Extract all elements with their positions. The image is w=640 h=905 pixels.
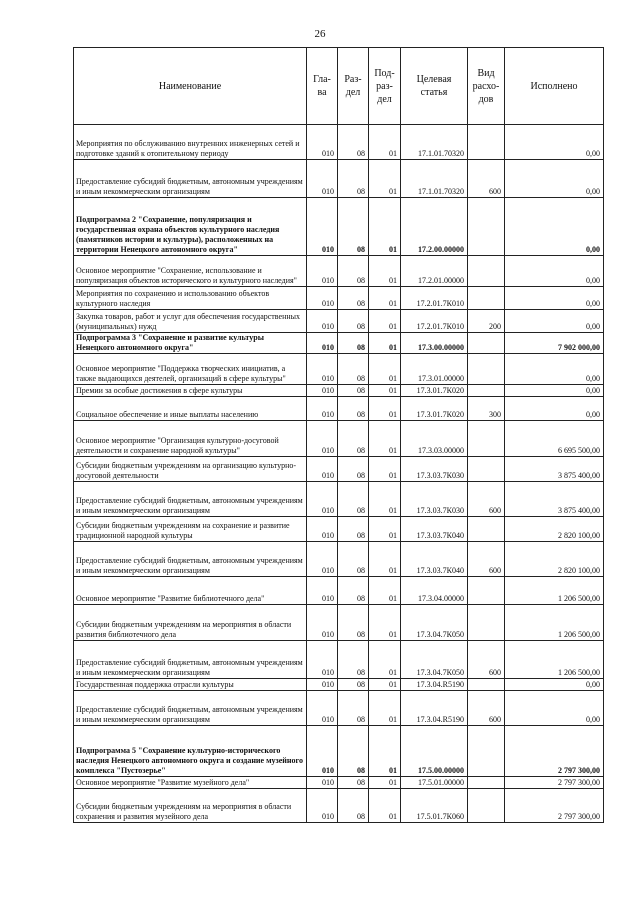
- table-cell-cel-statya: 17.2.01.7К010: [401, 310, 468, 333]
- header-row: [74, 48, 604, 125]
- table-row: [74, 679, 604, 691]
- table-cell-podrazdel: 01: [369, 577, 401, 605]
- table-cell-ispolneno: 0,00: [505, 310, 604, 333]
- table-cell-glava: 010: [307, 287, 338, 310]
- table-cell-vid-rashodov: [468, 287, 505, 310]
- table-row: [74, 198, 604, 256]
- table-row: [74, 577, 604, 605]
- table-cell-cel-statya: 17.5.01.7К060: [401, 789, 468, 823]
- table-cell-cel-statya: 17.3.03.00000: [401, 421, 468, 457]
- table-cell-name: Закупка товаров, работ и услуг для обеспечения государственных (муниципальных) нужд: [74, 310, 307, 333]
- table-cell-ispolneno: 1 206 500,00: [505, 577, 604, 605]
- table-cell-razdel: 08: [338, 777, 369, 789]
- table-cell-podrazdel: 01: [369, 777, 401, 789]
- table-cell-cel-statya: 17.3.01.00000: [401, 354, 468, 385]
- table-cell-name: Подпрограмма 5 "Сохранение культурно-исторического наследия Ненецкого автономного округа и создание музейного комплекса "Пустозерье": [74, 726, 307, 777]
- table-cell-name: Мероприятия по обслуживанию внутренних инженерных сетей и подготовке зданий к отопительному периоду: [74, 125, 307, 160]
- table-cell-cel-statya: 17.3.01.7К020: [401, 397, 468, 421]
- table-cell-vid-rashodov: [468, 333, 505, 354]
- table-cell-vid-rashodov: 600: [468, 542, 505, 577]
- table-cell-glava: 010: [307, 577, 338, 605]
- table-row: [74, 641, 604, 679]
- table-cell-razdel: 08: [338, 333, 369, 354]
- table-cell-glava: 010: [307, 641, 338, 679]
- table-cell-glava: 010: [307, 691, 338, 726]
- table-cell-cel-statya: 17.3.03.7К040: [401, 517, 468, 542]
- table-row: [74, 310, 604, 333]
- table-row: [74, 482, 604, 517]
- table-cell-name: Мероприятия по сохранению и использованию объектов культурного наследия: [74, 287, 307, 310]
- table-cell-podrazdel: 01: [369, 256, 401, 287]
- table-cell-name: Основное мероприятие "Сохранение, использование и популяризация объектов исторического и культурного наследия": [74, 256, 307, 287]
- table-cell-razdel: 08: [338, 789, 369, 823]
- table-cell-podrazdel: 01: [369, 310, 401, 333]
- table-row: [74, 777, 604, 789]
- table-row: [74, 256, 604, 287]
- header-vid-rashodov: Вид расхо-дов: [468, 48, 505, 125]
- table-cell-podrazdel: 01: [369, 160, 401, 198]
- table-cell-name: Основное мероприятие "Поддержка творческих инициатив, а также выдающихся деятелей, организаций в сфере культуры": [74, 354, 307, 385]
- table-cell-podrazdel: 01: [369, 517, 401, 542]
- table-cell-name: Субсидии бюджетным учреждениям на мероприятия в области сохранения и развития музейного дела: [74, 789, 307, 823]
- table-row: [74, 457, 604, 482]
- table-cell-cel-statya: 17.3.04.00000: [401, 577, 468, 605]
- table-cell-vid-rashodov: 600: [468, 160, 505, 198]
- table-cell-glava: 010: [307, 482, 338, 517]
- table-cell-razdel: 08: [338, 517, 369, 542]
- table-cell-podrazdel: 01: [369, 542, 401, 577]
- table-cell-name: Субсидии бюджетным учреждениям на мероприятия в области развития библиотечного дела: [74, 605, 307, 641]
- table-cell-cel-statya: 17.3.04.7К050: [401, 605, 468, 641]
- table-cell-glava: 010: [307, 310, 338, 333]
- table-row: [74, 385, 604, 397]
- table-cell-razdel: 08: [338, 385, 369, 397]
- table-cell-ispolneno: 0,00: [505, 397, 604, 421]
- table-row: [74, 125, 604, 160]
- table-row: [74, 517, 604, 542]
- table-cell-ispolneno: 2 820 100,00: [505, 517, 604, 542]
- table-cell-podrazdel: 01: [369, 641, 401, 679]
- table-row: [74, 333, 604, 354]
- table-cell-glava: 010: [307, 542, 338, 577]
- table-cell-name: Социальное обеспечение и иные выплаты населению: [74, 397, 307, 421]
- table-cell-ispolneno: 0,00: [505, 385, 604, 397]
- table-cell-ispolneno: 0,00: [505, 125, 604, 160]
- table-cell-ispolneno: 1 206 500,00: [505, 641, 604, 679]
- table-cell-glava: 010: [307, 421, 338, 457]
- header-ispolneno: Исполнено: [505, 48, 604, 125]
- header-cel-statya: Целевая статья: [401, 48, 468, 125]
- table-cell-cel-statya: 17.3.04.7К050: [401, 641, 468, 679]
- table-cell-razdel: 08: [338, 421, 369, 457]
- table-cell-name: Предоставление субсидий бюджетным, автономным учреждениям и иным некоммерческим организациям: [74, 542, 307, 577]
- table-cell-podrazdel: 01: [369, 397, 401, 421]
- table-cell-cel-statya: 17.3.03.7К030: [401, 482, 468, 517]
- table-cell-razdel: 08: [338, 542, 369, 577]
- table-cell-cel-statya: 17.2.01.00000: [401, 256, 468, 287]
- table-cell-glava: 010: [307, 726, 338, 777]
- table-cell-glava: 010: [307, 605, 338, 641]
- table-cell-podrazdel: 01: [369, 125, 401, 160]
- table-cell-podrazdel: 01: [369, 385, 401, 397]
- table-cell-cel-statya: 17.3.04.R5190: [401, 679, 468, 691]
- table-cell-ispolneno: 0,00: [505, 256, 604, 287]
- table-cell-cel-statya: 17.3.01.7К020: [401, 385, 468, 397]
- table-cell-razdel: 08: [338, 457, 369, 482]
- table-cell-name: Субсидии бюджетным учреждениям на организацию культурно-досуговой деятельности: [74, 457, 307, 482]
- table-body: [74, 125, 604, 823]
- table-cell-podrazdel: 01: [369, 789, 401, 823]
- table-cell-name: Основное мероприятие "Развитие музейного дела": [74, 777, 307, 789]
- table-cell-glava: 010: [307, 198, 338, 256]
- table-cell-vid-rashodov: [468, 577, 505, 605]
- table-cell-name: Предоставление субсидий бюджетным, автономным учреждениям и иным некоммерческим организациям: [74, 691, 307, 726]
- table-cell-ispolneno: 3 875 400,00: [505, 457, 604, 482]
- table-cell-ispolneno: 0,00: [505, 691, 604, 726]
- table-cell-razdel: 08: [338, 310, 369, 333]
- budget-table: [73, 47, 604, 823]
- table-cell-podrazdel: 01: [369, 354, 401, 385]
- table-cell-vid-rashodov: [468, 605, 505, 641]
- table-cell-podrazdel: 01: [369, 457, 401, 482]
- header-razdel: Раз-дел: [338, 48, 369, 125]
- table-cell-vid-rashodov: 600: [468, 641, 505, 679]
- table-cell-name: Основное мероприятие "Развитие библиотечного дела": [74, 577, 307, 605]
- table-row: [74, 287, 604, 310]
- table-cell-name: Подпрограмма 3 "Сохранение и развитие культуры Ненецкого автономного округа": [74, 333, 307, 354]
- table-cell-glava: 010: [307, 333, 338, 354]
- table-cell-name: Предоставление субсидий бюджетным, автономным учреждениям и иным некоммерческим организациям: [74, 160, 307, 198]
- table-row: [74, 160, 604, 198]
- table-cell-cel-statya: 17.3.03.7К030: [401, 457, 468, 482]
- table-cell-cel-statya: 17.5.01.00000: [401, 777, 468, 789]
- table-cell-razdel: 08: [338, 198, 369, 256]
- table-cell-name: Предоставление субсидий бюджетным, автономным учреждениям и иным некоммерческим организациям: [74, 482, 307, 517]
- table-cell-podrazdel: 01: [369, 605, 401, 641]
- table-cell-vid-rashodov: 600: [468, 482, 505, 517]
- table-cell-cel-statya: 17.2.01.7К010: [401, 287, 468, 310]
- table-cell-ispolneno: 2 797 300,00: [505, 777, 604, 789]
- table-cell-razdel: 08: [338, 397, 369, 421]
- table-cell-glava: 010: [307, 397, 338, 421]
- table-cell-cel-statya: 17.1.01.70320: [401, 125, 468, 160]
- table-cell-razdel: 08: [338, 691, 369, 726]
- table-cell-podrazdel: 01: [369, 333, 401, 354]
- table-row: [74, 605, 604, 641]
- table-cell-name: Предоставление субсидий бюджетным, автономным учреждениям и иным некоммерческим организациям: [74, 641, 307, 679]
- table-cell-cel-statya: 17.3.00.00000: [401, 333, 468, 354]
- table-cell-vid-rashodov: [468, 198, 505, 256]
- table-cell-cel-statya: 17.5.00.00000: [401, 726, 468, 777]
- table-cell-glava: 010: [307, 679, 338, 691]
- table-cell-razdel: 08: [338, 577, 369, 605]
- table-cell-name: Подпрограмма 2 "Сохранение, популяризация и государственная охрана объектов культурного наследия (памятников истории и культуры), расположенных на территории Ненецкого автономного округа": [74, 198, 307, 256]
- table-cell-vid-rashodov: [468, 354, 505, 385]
- table-cell-ispolneno: 7 902 000,00: [505, 333, 604, 354]
- table-cell-razdel: 08: [338, 125, 369, 160]
- table-cell-vid-rashodov: [468, 789, 505, 823]
- table-cell-glava: 010: [307, 354, 338, 385]
- table-cell-name: Премии за особые достижения в сфере культуры: [74, 385, 307, 397]
- table-cell-vid-rashodov: [468, 385, 505, 397]
- table-cell-name: Государственная поддержка отрасли культуры: [74, 679, 307, 691]
- table-cell-ispolneno: 0,00: [505, 287, 604, 310]
- table-cell-podrazdel: 01: [369, 679, 401, 691]
- table-cell-ispolneno: 2 820 100,00: [505, 542, 604, 577]
- table-cell-ispolneno: 2 797 300,00: [505, 726, 604, 777]
- table-cell-cel-statya: 17.3.03.7К040: [401, 542, 468, 577]
- table-cell-razdel: 08: [338, 726, 369, 777]
- table-cell-vid-rashodov: [468, 777, 505, 789]
- table-cell-glava: 010: [307, 385, 338, 397]
- table-row: [74, 691, 604, 726]
- table-cell-ispolneno: 0,00: [505, 198, 604, 256]
- table-cell-glava: 010: [307, 457, 338, 482]
- table-cell-vid-rashodov: [468, 457, 505, 482]
- table-cell-glava: 010: [307, 777, 338, 789]
- table-cell-razdel: 08: [338, 256, 369, 287]
- table-cell-vid-rashodov: [468, 679, 505, 691]
- table-cell-glava: 010: [307, 789, 338, 823]
- page-number: 26: [314, 28, 326, 40]
- table-cell-razdel: 08: [338, 160, 369, 198]
- table-cell-vid-rashodov: [468, 517, 505, 542]
- table-cell-razdel: 08: [338, 679, 369, 691]
- table-cell-razdel: 08: [338, 641, 369, 679]
- table-cell-glava: 010: [307, 160, 338, 198]
- table-row: [74, 354, 604, 385]
- table-cell-podrazdel: 01: [369, 482, 401, 517]
- table-cell-vid-rashodov: 600: [468, 691, 505, 726]
- table-cell-vid-rashodov: 200: [468, 310, 505, 333]
- table-cell-podrazdel: 01: [369, 198, 401, 256]
- table-cell-ispolneno: 0,00: [505, 679, 604, 691]
- table-cell-razdel: 08: [338, 354, 369, 385]
- table-cell-name: Субсидии бюджетным учреждениям на сохранение и развитие традиционной народной культуры: [74, 517, 307, 542]
- table-cell-name: Основное мероприятие "Организация культурно-досуговой деятельности и сохранение народной культуры": [74, 421, 307, 457]
- table-cell-ispolneno: 0,00: [505, 160, 604, 198]
- table-cell-cel-statya: 17.3.04.R5190: [401, 691, 468, 726]
- header-podrazdel: Под-раз-дел: [369, 48, 401, 125]
- table-cell-glava: 010: [307, 125, 338, 160]
- table-cell-vid-rashodov: [468, 256, 505, 287]
- table-row: [74, 789, 604, 823]
- table-cell-vid-rashodov: [468, 726, 505, 777]
- table-cell-cel-statya: 17.1.01.70320: [401, 160, 468, 198]
- table-row: [74, 421, 604, 457]
- table-cell-ispolneno: 3 875 400,00: [505, 482, 604, 517]
- table-cell-razdel: 08: [338, 605, 369, 641]
- table-cell-ispolneno: 6 695 500,00: [505, 421, 604, 457]
- table-cell-podrazdel: 01: [369, 287, 401, 310]
- table-cell-glava: 010: [307, 256, 338, 287]
- table-row: [74, 397, 604, 421]
- header-glava: Гла-ва: [307, 48, 338, 125]
- table-cell-vid-rashodov: 300: [468, 397, 505, 421]
- table-cell-ispolneno: 1 206 500,00: [505, 605, 604, 641]
- table-cell-vid-rashodov: [468, 421, 505, 457]
- table-cell-cel-statya: 17.2.00.00000: [401, 198, 468, 256]
- table-cell-podrazdel: 01: [369, 421, 401, 457]
- table-row: [74, 726, 604, 777]
- table-cell-razdel: 08: [338, 287, 369, 310]
- table-cell-podrazdel: 01: [369, 726, 401, 777]
- table-cell-vid-rashodov: [468, 125, 505, 160]
- table-cell-ispolneno: 0,00: [505, 354, 604, 385]
- table-cell-razdel: 08: [338, 482, 369, 517]
- header-name: Наименование: [74, 48, 307, 125]
- table-cell-podrazdel: 01: [369, 691, 401, 726]
- table-cell-ispolneno: 2 797 300,00: [505, 789, 604, 823]
- table-row: [74, 542, 604, 577]
- table-cell-glava: 010: [307, 517, 338, 542]
